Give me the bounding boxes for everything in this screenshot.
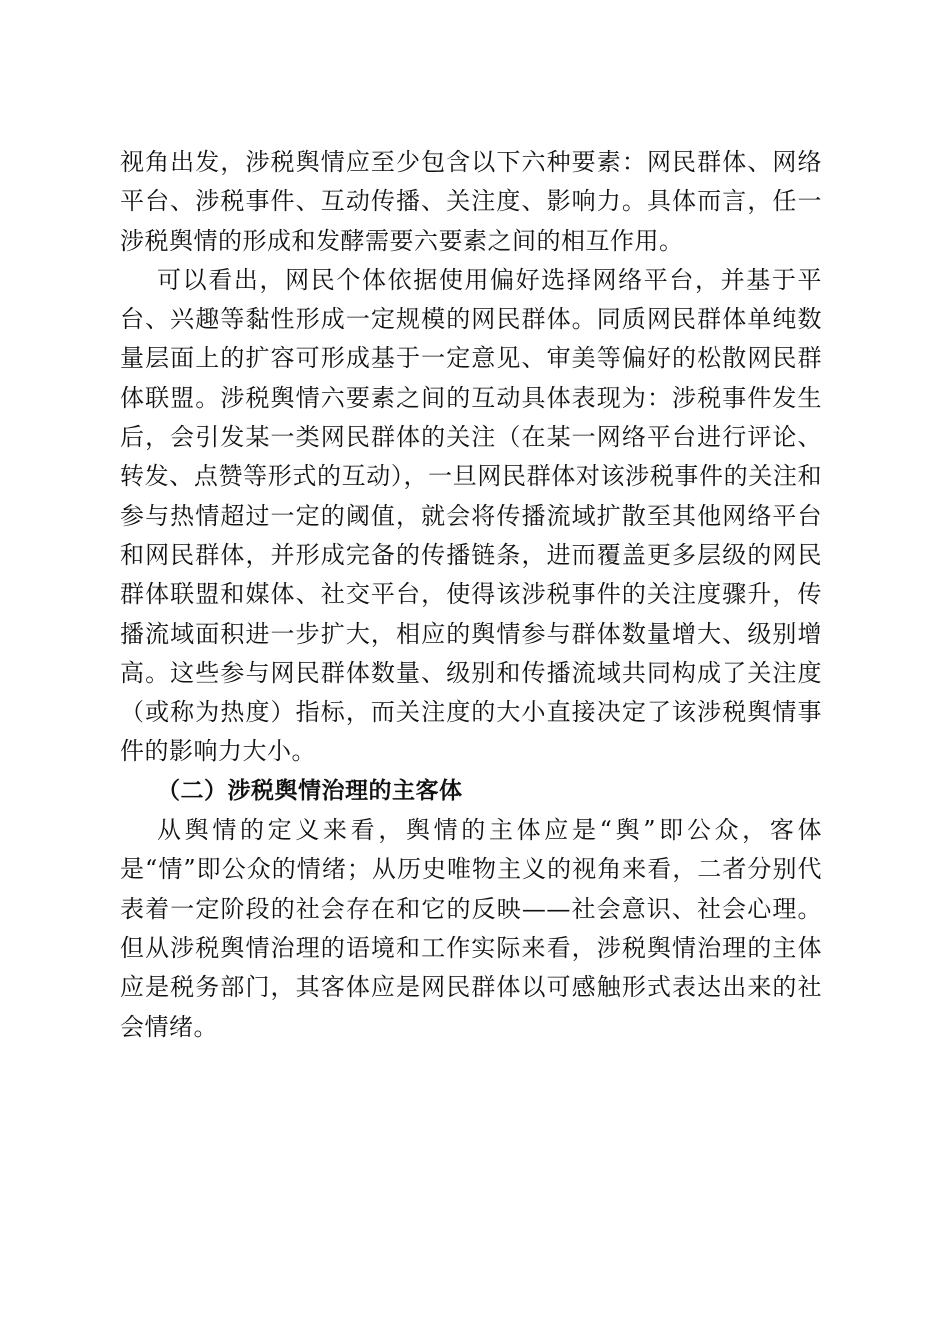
paragraph-subject-object: 从舆情的定义来看，舆情的主体应是“舆”即公众，客体是“情”即公众的情绪；从历史唯物主义的视角来看，二者分别代表着一定阶段的社会存在和它的反映——社会意识、社会心理。但从涉税舆情治理的语境和工作实际来看，涉税舆情治理的主体应是税务部门，其客体应是网民群体以可感触形式表达出来的社会情绪。	[120, 816, 822, 1041]
document-body	[120, 143, 822, 1047]
paragraph-six-elements-interaction: 可以看出，网民个体依据使用偏好选择网络平台，并基于平台、兴趣等黏性形成一定规模的网民群体。同质网民群体单纯数量层面上的扩容可形成基于一定意见、审美等偏好的松散网民群体联盟。涉税舆情六要素之间的互动具体表现为：涉税事件发生后，会引发某一类网民群体的关注（在某一网络平台进行评论、转发、点赞等形式的互动），一旦网民群体对该涉税事件的关注和参与热情超过一定的阈值，就会将传播流域扩散至其他网络平台和网民群体，并形成完备的传播链条，进而覆盖更多层级的网民群体联盟和媒体、社交平台，使得该涉税事件的关注度骤升，传播流域面积进一步扩大，相应的舆情参与群体数量增大、级别增高。这些参与网民群体数量、级别和传播流域共同构成了关注度（或称为热度）指标，而关注度的大小直接决定了该涉税舆情事件的影响力大小。	[120, 265, 822, 766]
paragraph-continuation: 视角出发，涉税舆情应至少包含以下六种要素：网民群体、网络平台、涉税事件、互动传播、关注度、影响力。具体而言，任一涉税舆情的形成和发酵需要六要素之间的相互作用。	[120, 148, 822, 255]
section-heading: （二）涉税舆情治理的主客体	[157, 777, 463, 804]
